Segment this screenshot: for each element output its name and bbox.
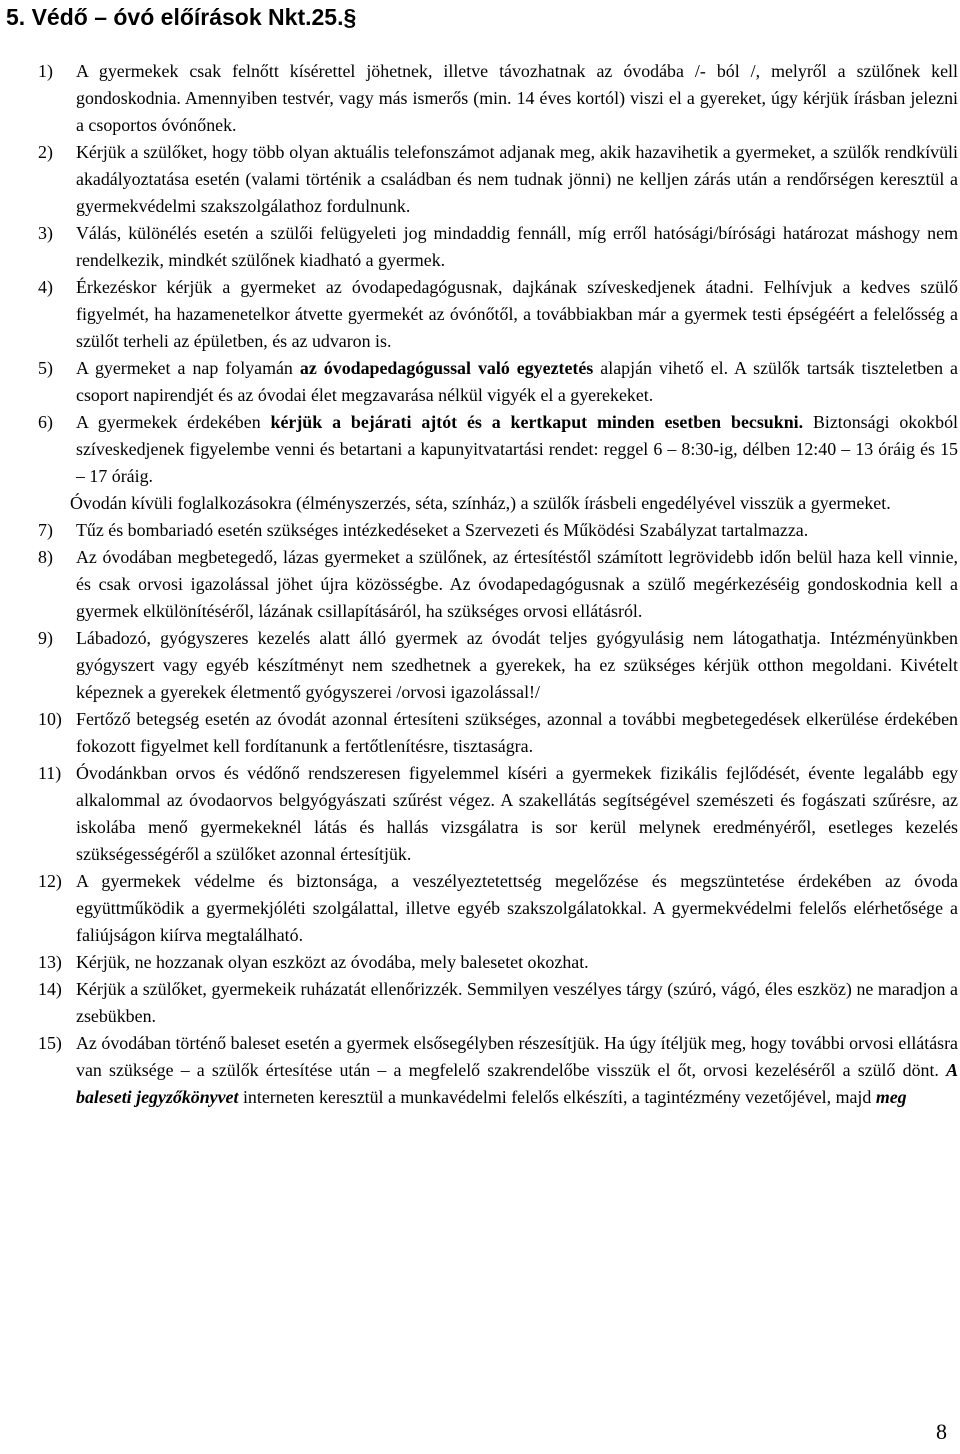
- item-text: A gyermekek csak felnőtt kísérettel jöhetnek, illetve távozhatnak az óvodába /- ból /, melyről a szülőnek kell gondoskodnia. Amennyiben testvér, vagy más ismerős (min. 14 éves kortól) viszi el a gyereket, úgy kérjük írásban jelezni a csoportos óvónőnek.: [76, 61, 958, 135]
- list-item: [0, 1030, 958, 1111]
- list-item: [0, 274, 958, 355]
- section-heading: 5. Védő – óvó előírások Nkt.25.§: [6, 4, 357, 30]
- item-number: 5): [38, 358, 53, 378]
- list-item: [0, 868, 958, 949]
- list-item: [0, 976, 958, 1030]
- item-text: A gyermekek védelme és biztonsága, a veszélyeztetettség megelőzése és megszüntetése érdekében az óvoda együttműködik a gyermekjóléti szolgálattal, illetve egyéb szakszolgálatokkal. A gyermekvédelmi felelős elérhetősége a faliújságon kiírva megtalálható.: [76, 871, 958, 945]
- list-item: [0, 355, 958, 409]
- list-item: [0, 544, 958, 625]
- list-item: [0, 706, 958, 760]
- item-number: 15): [38, 1033, 62, 1053]
- list-item: [0, 517, 958, 544]
- item-text: Lábadozó, gyógyszeres kezelés alatt álló gyermek az óvodát teljes gyógyulásig nem látogathatja. Intézményünkben gyógyszert vagy egyéb készítményt nem szedhetnek a gyerekek, ha ez szükséges kérjük otthon megoldani. Kivételt képeznek a gyerekek életmentő gyógyszerei /orvosi igazolással!/: [76, 628, 958, 702]
- item-number: 2): [38, 142, 53, 162]
- item-text: Óvodánkban orvos és védőnő rendszeresen figyelemmel kíséri a gyermekek fizikális fejlődését, évente legalább egy alkalommal az óvodaorvos belgyógyászati szűrést végez. A szakellátás segítségével szemészeti és fogászati szűrésre, az iskolába menő gyermekeknél látás és hallás vizsgálatra is sor kerül melynek eredményéről, esetleges kezelés szükségességéről a szülőket azonnal értesítjük.: [76, 763, 958, 864]
- item-number: 10): [38, 709, 62, 729]
- extra-paragraph: Óvodán kívüli foglalkozásokra (élményszerzés, séta, színház,) a szülők írásbeli engedélyével visszük a gyermeket.: [70, 493, 891, 513]
- item-text: Tűz és bombariadó esetén szükséges intézkedéseket a Szervezeti és Működési Szabályzat tartalmazza.: [76, 520, 809, 540]
- item-text-bold: kérjük a bejárati ajtót és a kertkaput minden esetben becsukni.: [270, 412, 804, 432]
- item-number: 13): [38, 952, 62, 972]
- item-text-part: Biztonsági okokból szíveskedjenek figyelembe venni és betartani a kapunyitvatartási rendet: reggel 6 – 8:30-ig, délben 12:40 – 13 óráig és 15 – 17 óráig.: [76, 412, 958, 486]
- list-item: [0, 949, 958, 976]
- item-number: 7): [38, 520, 53, 540]
- item-text: Válás, különélés esetén a szülői felügyeleti jog mindaddig fennáll, míg erről hatósági/bírósági határozat máshogy nem rendelkezik, mindkét szülőnek kiadható a gyermek.: [76, 223, 958, 270]
- list-item: [0, 58, 958, 139]
- item-text-bold-italic: A baleseti jegyzőkönyvet: [76, 1060, 958, 1107]
- item-text: Az óvodában megbetegedő, lázas gyermeket a szülőnek, az értesítéstől számított legrövidebb időn belül haza kell vinnie, és csak orvosi igazolással jöhet újra közösségbe. Az óvodapedagógusnak a szülő megérkezéséig gondoskodnia kell a gyermek elkülönítéséről, lázának csillapításáról, ha szükséges orvosi ellátásról.: [76, 547, 958, 621]
- item-text-part: interneten keresztül a munkavédelmi felelős elkészíti, a tagintézmény vezetőjével, majd: [238, 1087, 876, 1107]
- item-text: Érkezéskor kérjük a gyermeket az óvodapedagógusnak, dajkának szíveskedjenek átadni. Felhívjuk a kedves szülő figyelmét, ha hazamenetelkor átvette gyermekét az óvónőtől, a továbbiakban már a gyermek testi épségéért a felelősség a szülőt terheli az épületben, és az udvaron is.: [76, 277, 958, 351]
- item-number: 3): [38, 223, 53, 243]
- item-number: 9): [38, 628, 53, 648]
- item-text: [76, 355, 958, 409]
- item-number: 8): [38, 547, 53, 567]
- item-text: Kérjük a szülőket, gyermekeik ruházatát ellenőrizzék. Semmilyen veszélyes tárgy (szúró, vágó, éles eszköz) ne maradjon a zsebükben.: [76, 979, 958, 1026]
- item-number: 4): [38, 277, 53, 297]
- rules-list: [0, 58, 958, 1111]
- item-number: 14): [38, 979, 62, 999]
- item-text-part: alapján vihető el. A szülők tartsák tiszteletben a csoport napirendjét és az óvodai élet megzavarása nélkül vigyék el a gyerekeket.: [76, 358, 958, 405]
- list-item: [0, 220, 958, 274]
- item-text: [76, 1030, 958, 1111]
- item-text-part: A gyermekek érdekében: [76, 412, 271, 432]
- item-text-part: Az óvodában történő baleset esetén a gyermek elsősegélyben részesítjük. Ha úgy ítéljük meg, hogy további orvosi ellátásra van szüksége – a szülők értesítése után – a megfelelő szakrendelőbe visszük el őt, orvosi kezeléséről a szülő dönt.: [76, 1033, 958, 1080]
- item-text: [76, 409, 958, 490]
- item-text: Kérjük, ne hozzanak olyan eszközt az óvodába, mely balesetet okozhat.: [76, 952, 589, 972]
- list-item: [0, 625, 958, 706]
- item-text: Fertőző betegség esetén az óvodát azonnal értesíteni szükséges, azonnal a további megbetegedések elkerülése érdekében fokozott figyelmet kell fordítanunk a fertőtlenítésre, tisztaságra.: [76, 709, 958, 756]
- item-text-bold-italic: meg: [875, 1087, 907, 1107]
- item-text-part: A gyermeket a nap folyamán: [76, 358, 300, 378]
- item-number: 1): [38, 61, 53, 81]
- list-item: [0, 139, 958, 220]
- item-number: 11): [38, 763, 62, 783]
- page-number: 8: [936, 1419, 947, 1444]
- item-number: 6): [38, 412, 53, 432]
- item-text: Kérjük a szülőket, hogy több olyan aktuális telefonszámot adjanak meg, akik hazavihetik a gyermeket, a szülők rendkívüli akadályoztatása esetén (valami történik a családban és nem tudnak jönni) ne kelljen zárás után a rendőrségen keresztül a gyermekvédelmi szakszolgálathoz fordulnunk.: [76, 142, 958, 216]
- list-item: [0, 409, 958, 490]
- list-item: [0, 760, 958, 868]
- item-text-bold: az óvodapedagógussal való egyeztetés: [299, 358, 594, 378]
- item-number: 12): [38, 871, 62, 891]
